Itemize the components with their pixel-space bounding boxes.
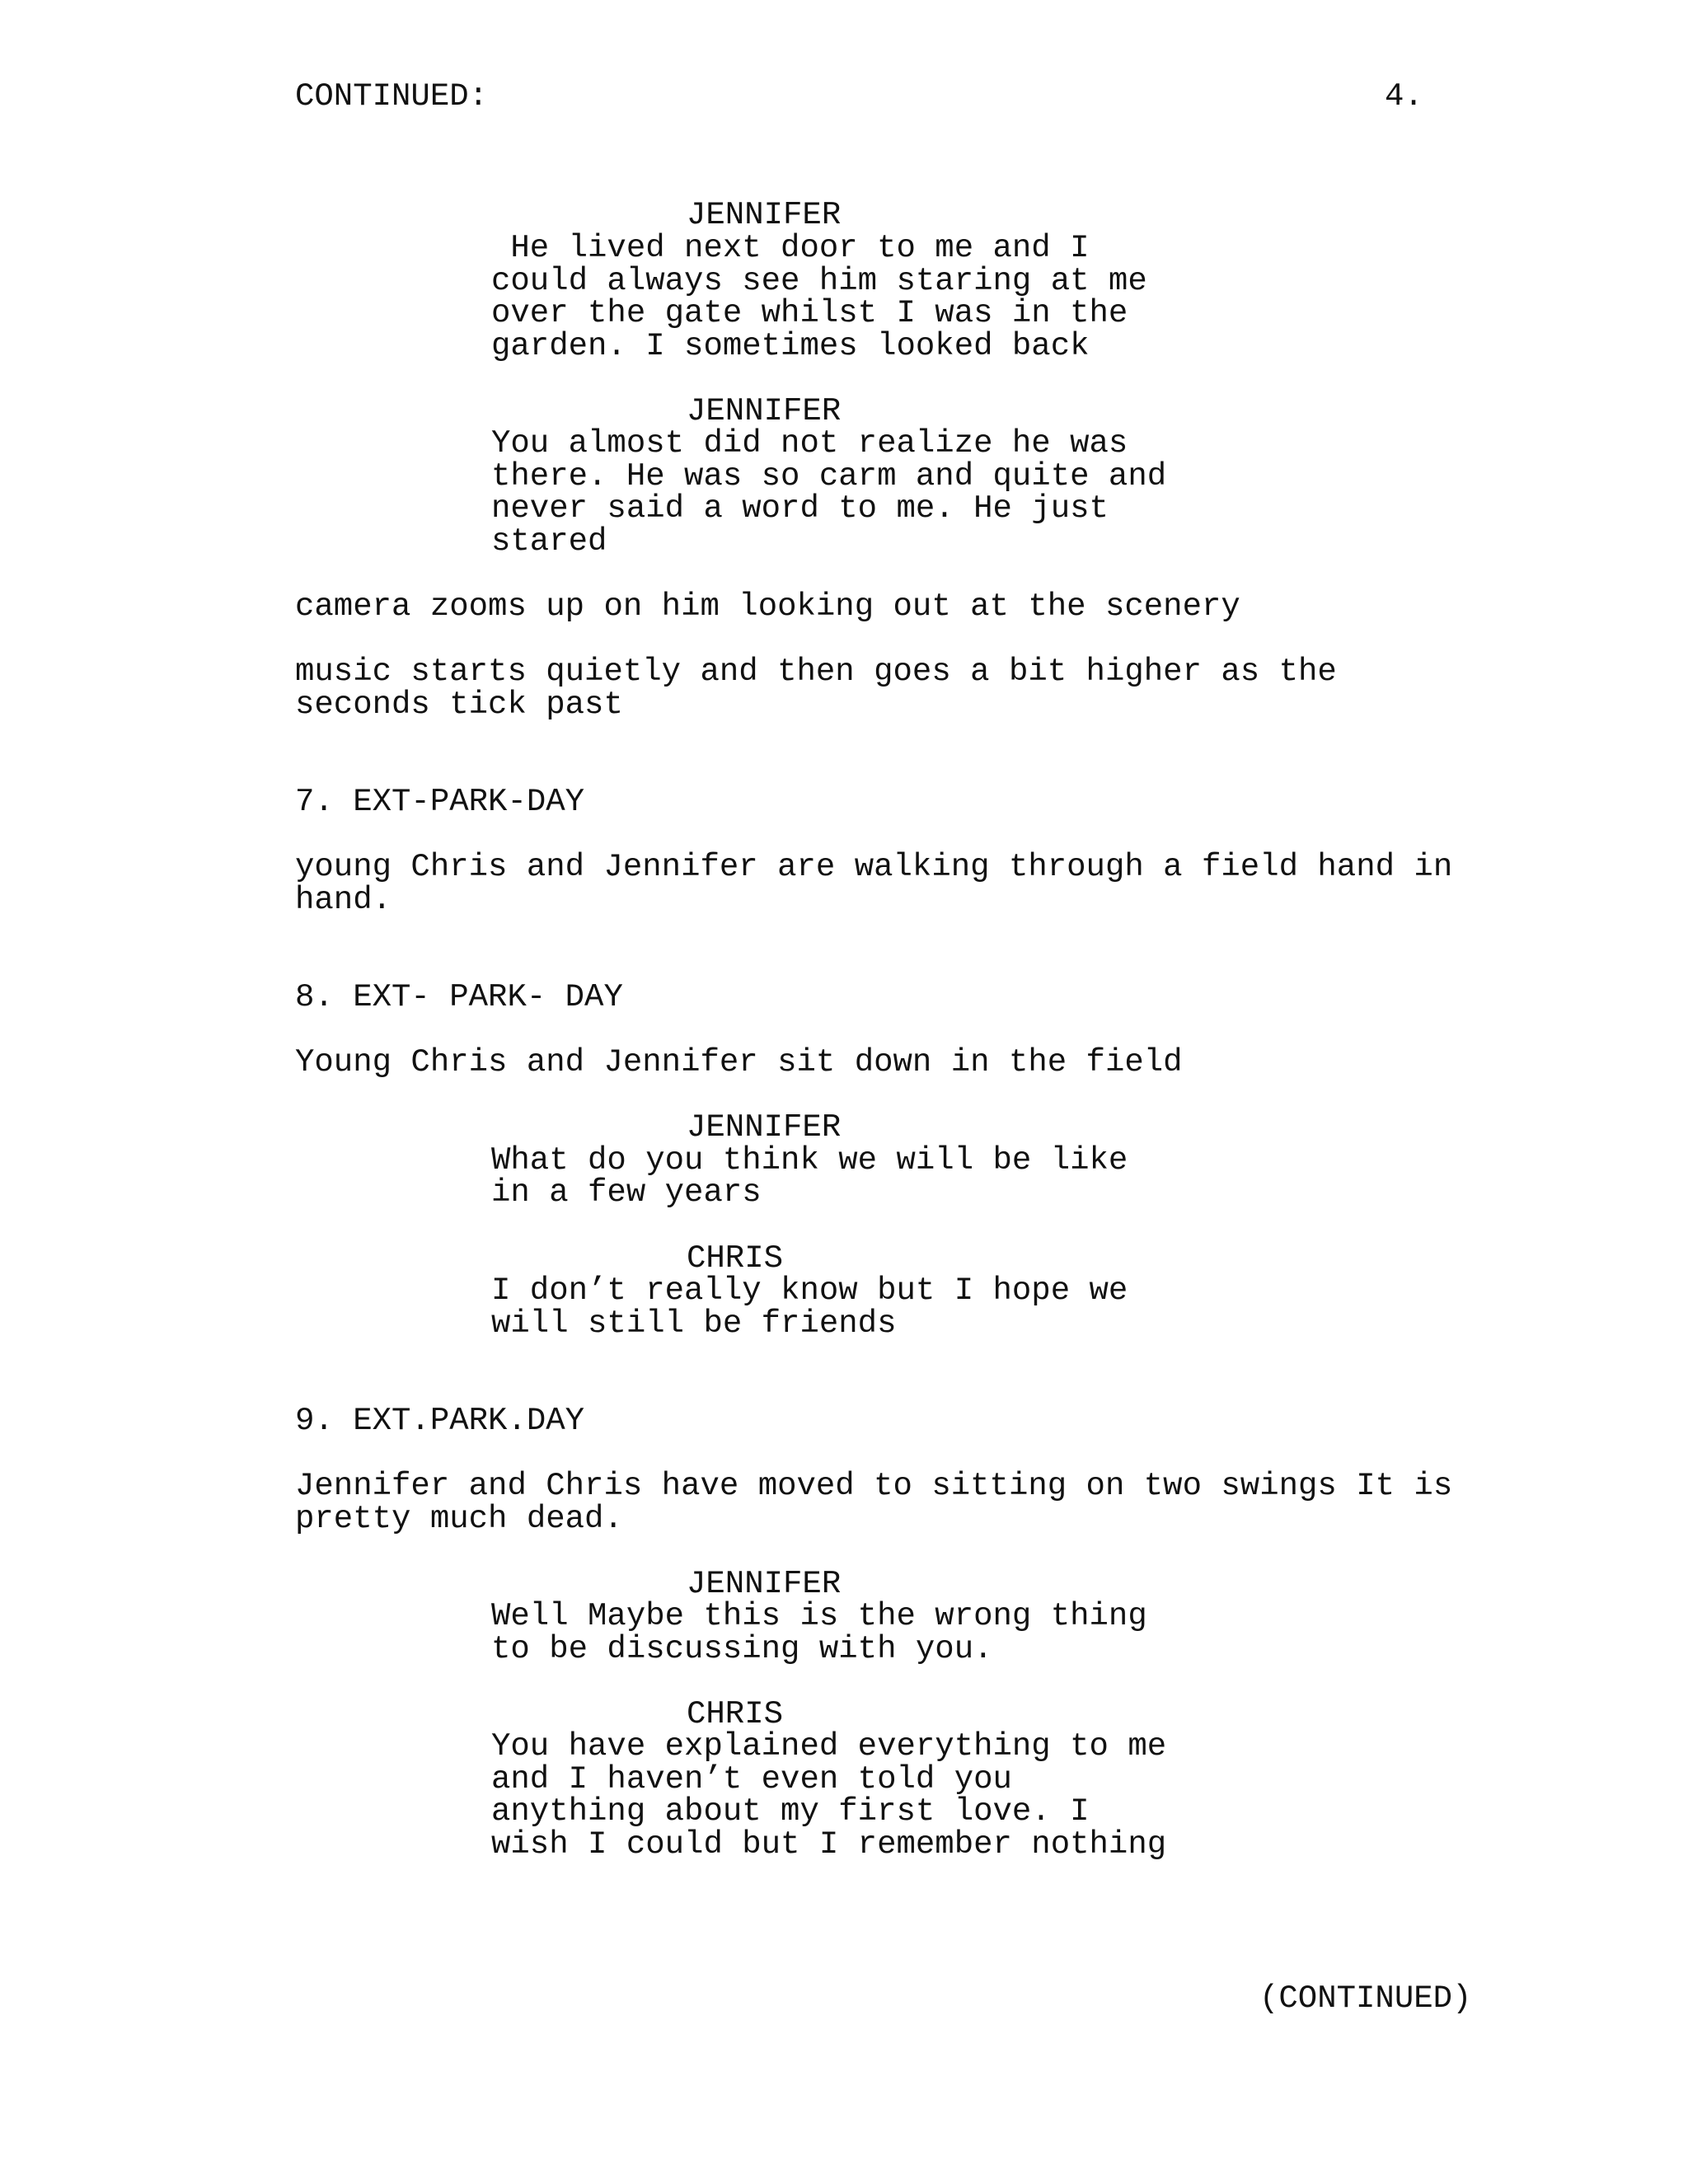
dialogue-line: and I haven’t even told you	[491, 1761, 1012, 1797]
dialogue-line: will still be friends	[491, 1305, 897, 1342]
character-name: CHRIS	[687, 1696, 784, 1732]
character-name: JENNIFER	[687, 393, 842, 429]
dialogue-line: could always see him staring at me	[491, 263, 1147, 299]
page-header-continued: CONTINUED:	[295, 78, 489, 115]
scene-heading: 8. EXT- PARK- DAY	[295, 979, 623, 1015]
character-name: JENNIFER	[687, 1566, 842, 1602]
action-line: camera zooms up on him looking out at the scenery	[295, 588, 1240, 625]
action-line: Young Chris and Jennifer sit down in the field	[295, 1044, 1183, 1080]
dialogue-line: He lived next door to me and I	[491, 230, 1090, 266]
action-line: young Chris and Jennifer are walking through a field hand in	[295, 849, 1453, 885]
dialogue-line: there. He was so carm and quite and	[491, 458, 1167, 494]
action-line: hand.	[295, 882, 392, 918]
dialogue-line: Well Maybe this is the wrong thing	[491, 1598, 1147, 1634]
page-footer-continued: (CONTINUED)	[1259, 1980, 1472, 2017]
dialogue-line: garden. I sometimes looked back	[491, 328, 1090, 364]
dialogue-line: anything about my first love. I	[491, 1793, 1090, 1830]
scene-heading: 7. EXT-PARK-DAY	[295, 784, 585, 820]
action-line: Jennifer and Chris have moved to sitting on two swings It is	[295, 1468, 1453, 1504]
dialogue-line: You almost did not realize he was	[491, 425, 1128, 462]
character-name: JENNIFER	[687, 1109, 842, 1146]
action-line: seconds tick past	[295, 687, 623, 723]
dialogue-line: never said a word to me. He just	[491, 490, 1109, 527]
dialogue-line: over the gate whilst I was in the	[491, 295, 1128, 331]
dialogue-line: stared	[491, 523, 607, 560]
character-name: JENNIFER	[687, 197, 842, 233]
scene-heading: 9. EXT.PARK.DAY	[295, 1403, 585, 1439]
dialogue-line: You have explained everything to me	[491, 1728, 1167, 1765]
page-number: 4.	[1385, 78, 1423, 115]
dialogue-line: to be discussing with you.	[491, 1631, 993, 1667]
dialogue-line: wish I could but I remember nothing	[491, 1826, 1167, 1863]
character-name: CHRIS	[687, 1240, 784, 1277]
action-line: music starts quietly and then goes a bit higher as the	[295, 654, 1337, 690]
dialogue-line: I don’t really know but I hope we	[491, 1272, 1128, 1309]
action-line: pretty much dead.	[295, 1501, 623, 1537]
dialogue-line: in a few years	[491, 1174, 762, 1211]
dialogue-line: What do you think we will be like	[491, 1142, 1128, 1179]
